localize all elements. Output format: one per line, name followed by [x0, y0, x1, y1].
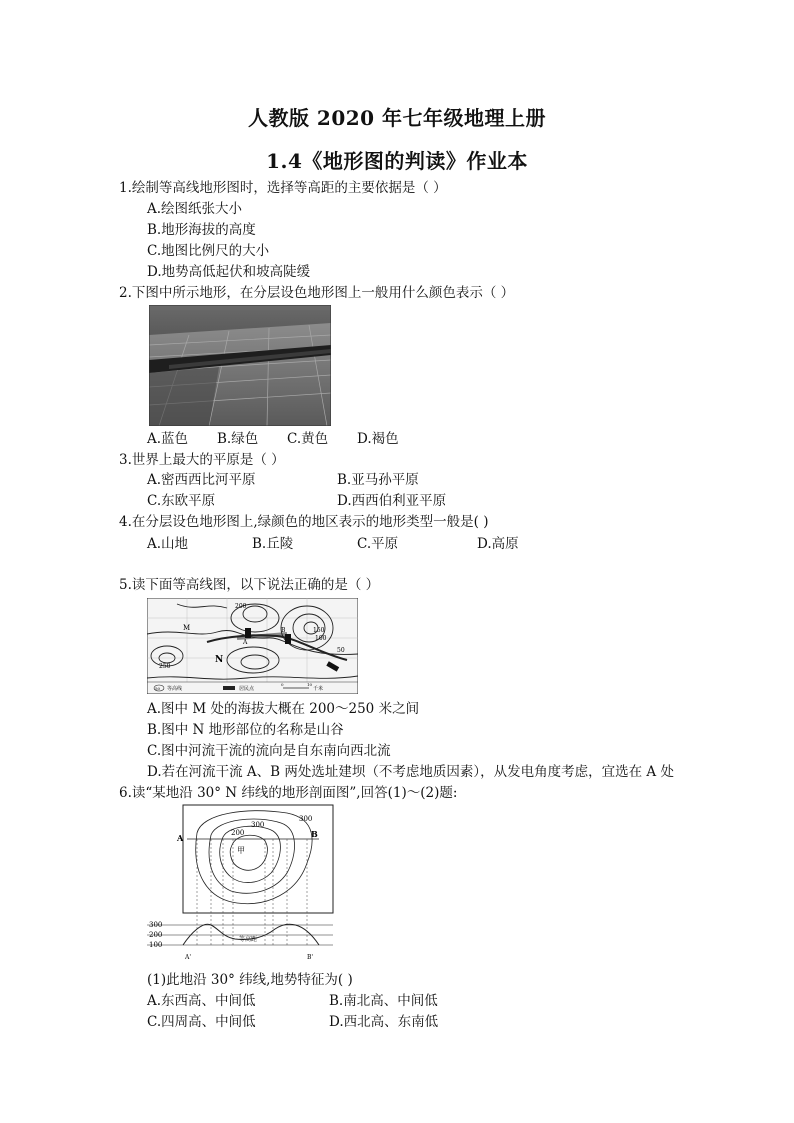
- q3-option-c[interactable]: C.东欧平原: [147, 493, 216, 509]
- q5-option-b[interactable]: B.图中 N 地形部位的名称是山谷: [147, 722, 344, 738]
- q6-axis-300: 300: [149, 921, 163, 929]
- q6-option-b[interactable]: B.南北高、中间低: [329, 993, 438, 1009]
- q6-axis-100: 100: [149, 941, 163, 949]
- q5-label-b: B: [281, 627, 286, 634]
- q5-contour-map: [147, 598, 358, 694]
- q5-legend-scale-10: 10: [307, 682, 313, 687]
- q5-legend-contour: 等高线: [167, 686, 183, 692]
- q6-sub1-stem: (1)此地沿 30° 纬线,地势特征为( ): [147, 972, 353, 988]
- q5-stem: 5.读下面等高线图，以下说法正确的是（ ）: [119, 577, 380, 593]
- q6-label-a-prime: A': [185, 954, 191, 961]
- q5-contour-250: 250: [159, 663, 171, 670]
- q5-contour-50: 50: [337, 647, 345, 654]
- q2-option-b[interactable]: B.绿色: [217, 431, 259, 447]
- q6-contour-300b: 300: [299, 815, 313, 823]
- q1-option-a[interactable]: A.绘图纸张大小: [147, 201, 243, 217]
- q4-option-d[interactable]: D.高原: [477, 536, 519, 552]
- q5-label-a: A: [243, 639, 248, 646]
- q2-stem: 2.下图中所示地形，在分层设色地形图上一般用什么颜色表示（ ）: [119, 285, 515, 301]
- q6-label-b: B: [311, 829, 318, 839]
- q6-label-a: A: [177, 833, 184, 843]
- q5-contour-200: 200: [235, 603, 247, 610]
- q6-label-jia: 甲: [237, 846, 245, 855]
- q3-option-b[interactable]: B.亚马孙平原: [337, 472, 419, 488]
- q4-option-a[interactable]: A.山地: [147, 536, 189, 552]
- q5-contour-100: 100: [315, 635, 327, 642]
- q4-option-c[interactable]: C.平原: [357, 536, 399, 552]
- q6-option-c[interactable]: C.四周高、中间低: [147, 1014, 256, 1030]
- q6-contour-300a: 300: [251, 821, 265, 829]
- q3-stem: 3.世界上最大的平原是（ ）: [119, 452, 285, 468]
- q6-label-b-prime: B': [307, 954, 314, 961]
- q5-option-a[interactable]: A.图中 M 处的海拔大概在 200～250 米之间: [147, 701, 420, 717]
- q6-contour-200: 200: [231, 829, 245, 837]
- q6-axis-200: 200: [149, 931, 163, 939]
- doc-subtitle: 1.4《地形图的判读》作业本: [266, 149, 528, 173]
- q2-option-c[interactable]: C.黄色: [287, 431, 329, 447]
- q3-option-a[interactable]: A.密西西比河平原: [147, 472, 256, 488]
- q2-option-d[interactable]: D.褐色: [357, 431, 399, 447]
- q5-legend-50: 50: [155, 686, 161, 691]
- q5-label-n: N: [215, 655, 224, 665]
- q5-option-c[interactable]: C.图中河流干流的流向是自东南向西北流: [147, 743, 391, 759]
- q5-legend-scale-0: 0: [281, 682, 284, 687]
- q5-option-d[interactable]: D.若在河流干流 A、B 两处选址建坝（不考虑地质因素），从发电角度考虑，宜选在 A 处: [147, 764, 674, 780]
- q1-option-b[interactable]: B.地形海拔的高度: [147, 222, 256, 238]
- q6-option-a[interactable]: A.东西高、中间低: [147, 993, 256, 1009]
- q4-stem: 4.在分层设色地形图上,绿颜色的地区表示的地形类型一般是( ): [119, 514, 489, 530]
- doc-title: 人教版 2020 年七年级地理上册: [247, 106, 547, 130]
- q4-option-b[interactable]: B.丘陵: [252, 536, 294, 552]
- q2-plain-photo: [149, 305, 331, 426]
- q1-option-d[interactable]: D.地势高低起伏和坡高陡缓: [147, 264, 311, 280]
- q5-legend-km: 千米: [313, 686, 324, 692]
- q6-label-interval: 等高距: [239, 936, 258, 943]
- q1-option-c[interactable]: C.地图比例尺的大小: [147, 243, 270, 259]
- q5-contour-150: 150: [313, 627, 325, 634]
- q6-option-d[interactable]: D.西北高、东南低: [329, 1014, 439, 1030]
- q2-option-a[interactable]: A.蓝色: [147, 431, 189, 447]
- q1-stem: 1.绘制等高线地形图时，选择等高距的主要依据是（ ）: [119, 180, 447, 196]
- q5-legend-settlement: 居民点: [239, 686, 255, 692]
- q5-label-m: M: [183, 624, 191, 632]
- q3-option-d[interactable]: D.西西伯利亚平原: [337, 493, 447, 509]
- q6-stem: 6.读“某地沿 30° N 纬线的地形剖面图”,回答(1)～(2)题:: [119, 785, 458, 801]
- q6-profile-map: [147, 803, 337, 965]
